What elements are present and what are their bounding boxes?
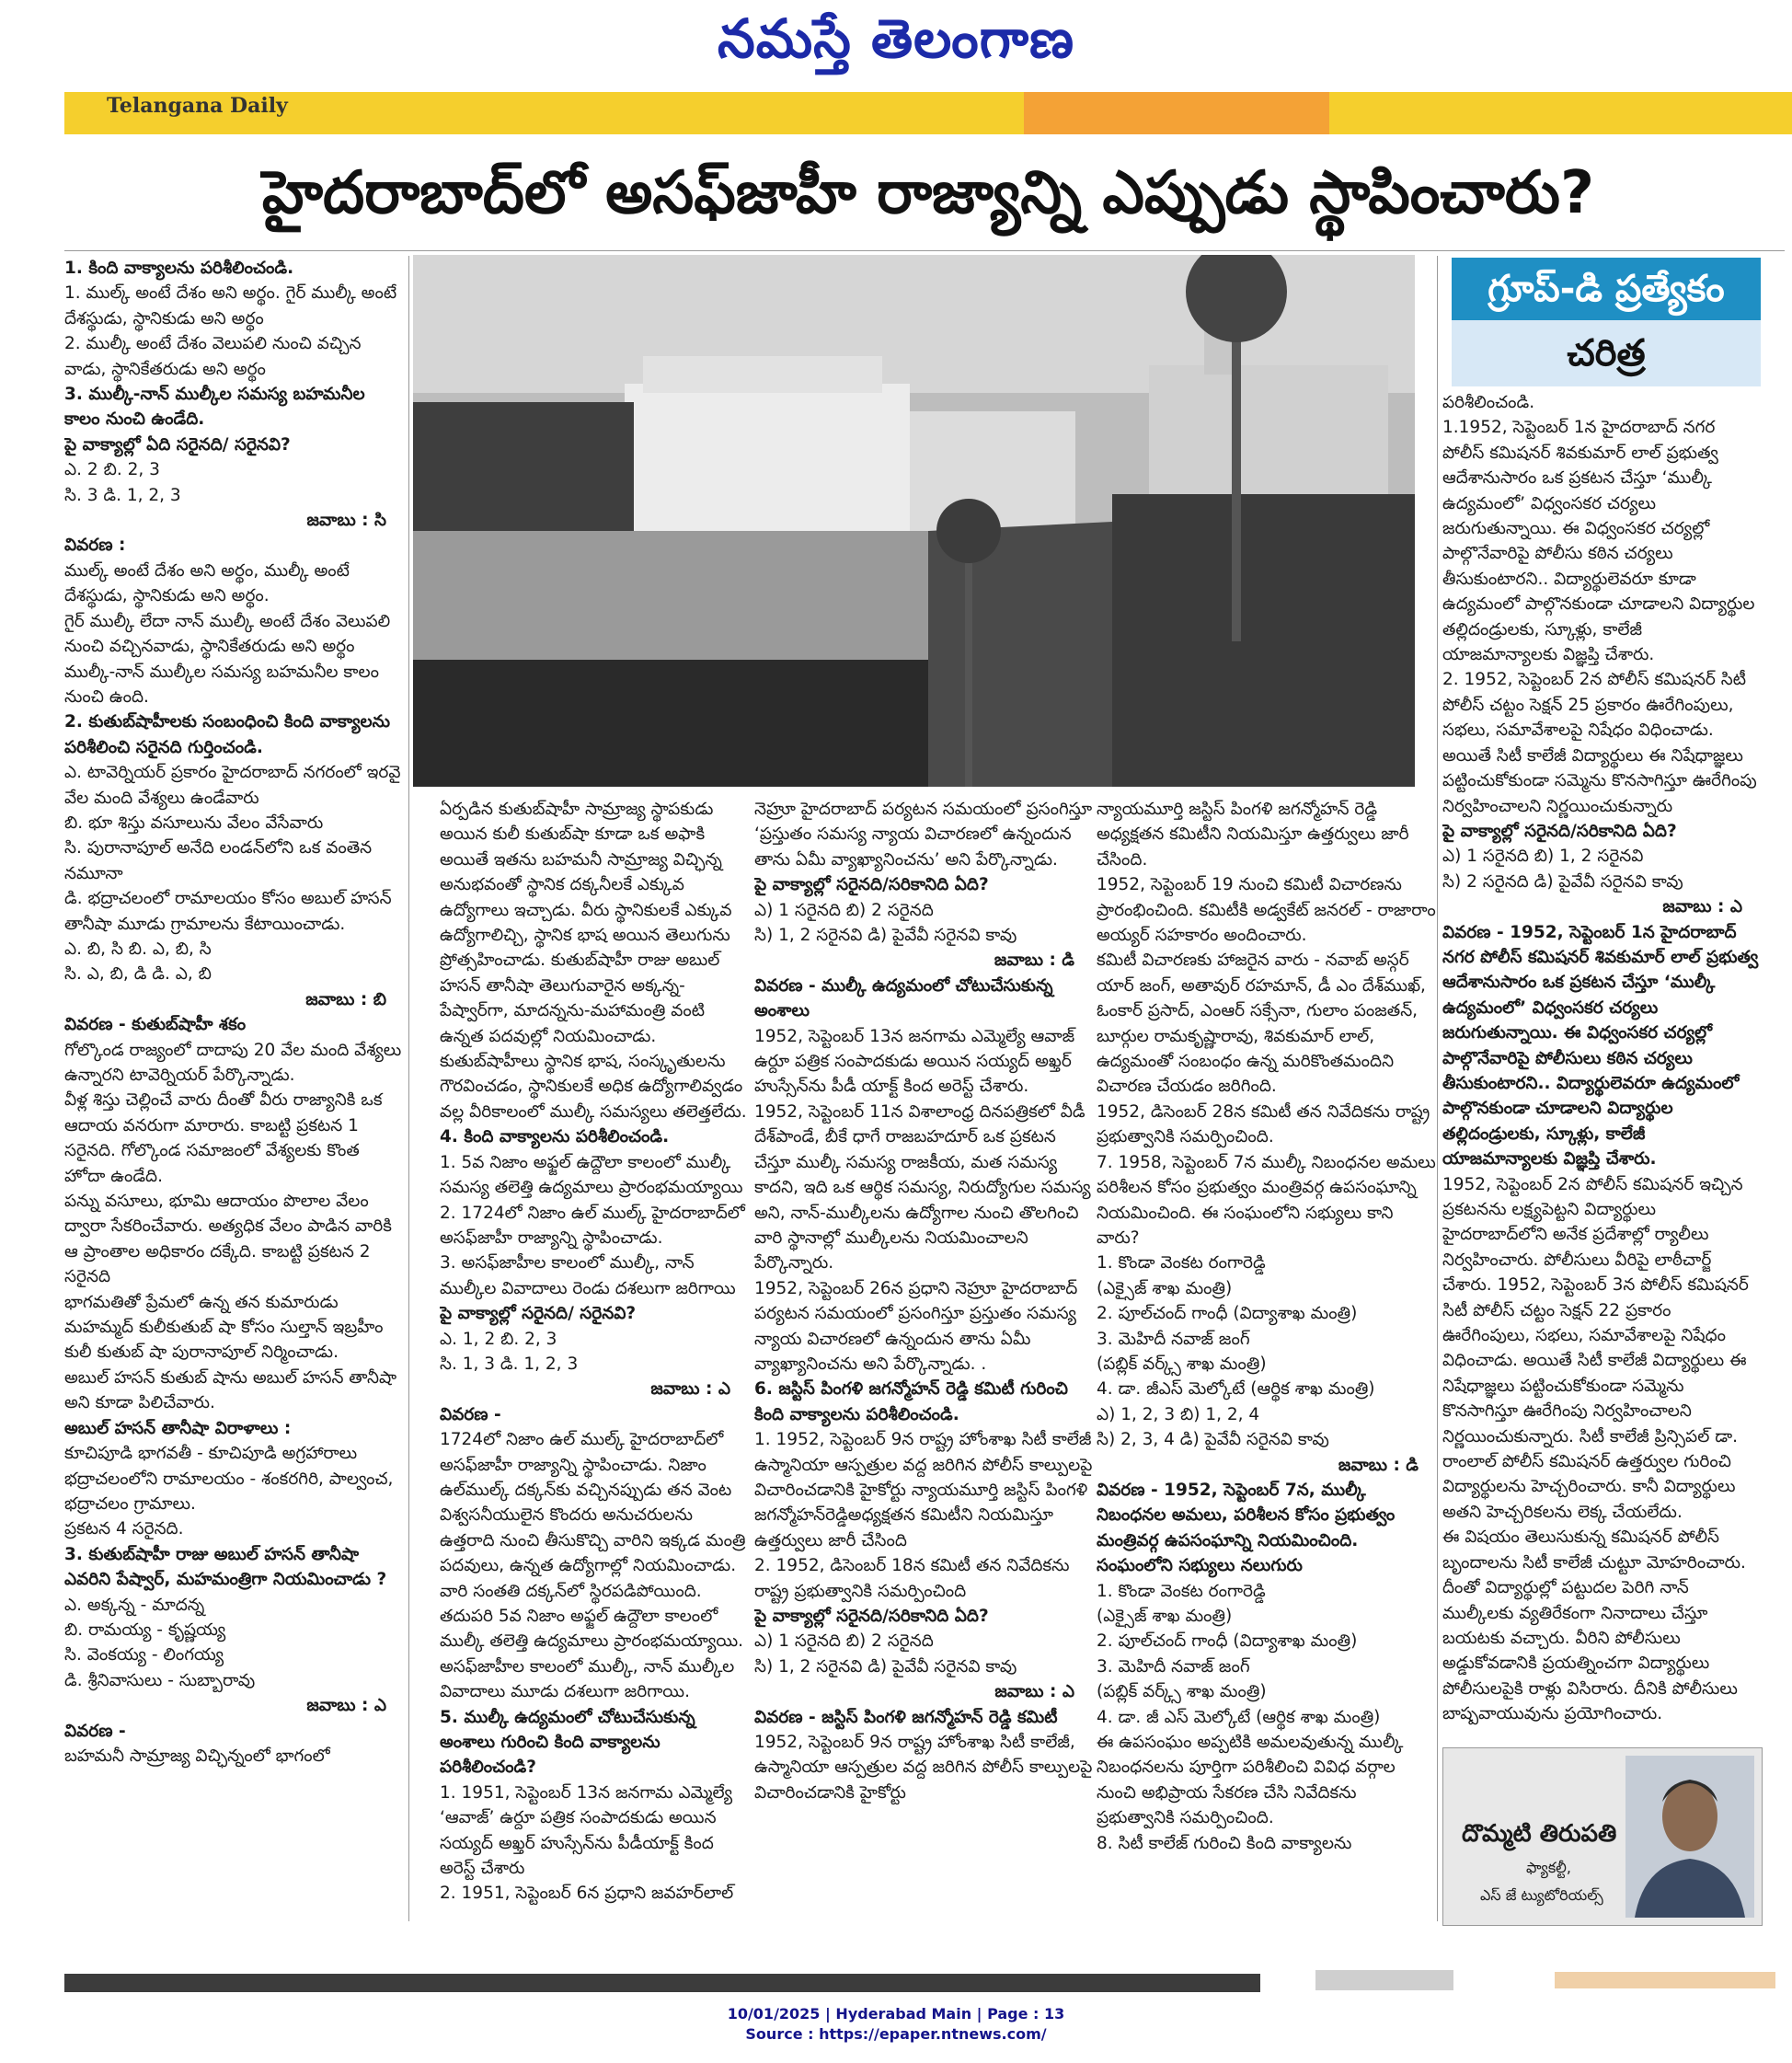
article-paragraph: 3. మెహిదీ నవాజ్ జంగ్ [1097,1329,1250,1349]
article-paragraph: ఎ) 1 సరైనది బి) 2 సరైనది [754,900,934,920]
article-paragraph: వివరణ - [440,1404,501,1424]
article-paragraph: 4. డా. జీఎస్ మెల్కోటే (ఆర్థిక శాఖ మంత్రి) [1097,1379,1375,1400]
article-paragraph: వివరణ - [64,1721,126,1741]
article-paragraph: 1. 1952, సెప్టెంబర్ 9న రాష్ట్ర హోంశాఖ సిటీ కాలేజీ ఉస్మానియా ఆస్పత్రుల వద్ద జరిగిన పోలీస్ కాల్పులపై విచారించడానికి హైకోర్టు న్యాయమూర్తి జస్టిస్ పింగళి జగన్మోహన్‌రెడ్డిఅధ్యక్షతన కమిటీని నియమిస్తూ ఉత్తర్వులు జారీ చేసింది [754,1430,1093,1550]
badge-group-d: గ్రూప్-డి ప్రత్యేకం [1452,258,1761,320]
article-paragraph: 2. ముల్కీ అంటే దేశం వెలుపలి నుంచి వచ్చిన వాడు, స్థానికేతరుడు అని అర్థం [64,334,362,379]
article-paragraph: 1. కొండా వెంకట రంగారెడ్డి [1097,1253,1266,1274]
article-paragraph: 1952, సెప్టెంబర్ 11న విశాలాంధ్ర దినపత్రికలో వీడీ దేశ్‌పాండే, బీకే ధాగే రాజబహదూర్ ఒక ప్రకటన చేస్తూ ముల్కీ సమస్య రాజకీయ, మత సమస్య కాదని, ఇది ఒక ఆర్థిక సమస్య, నిరుద్యోగుల సమస్య అని, నాన్-ముల్కీలను ఉద్యోగాల నుంచి తొలగించి వారి స్థానాల్లో ముల్కీలను నియమించాలని పేర్కొన్నారు. [754,1101,1091,1274]
article-paragraph: పై వాక్యాల్లో సరైనది/సరికానిది ఏది? [754,875,989,895]
bottom-strip-illustration [64,1965,1785,1992]
headline-rule [64,250,1785,251]
article-paragraph: 1. 1951, సెప్టెంబర్ 13న జనగామ ఎమ్మెల్యే ‘ఆవాజ్’ ఉర్దూ పత్రిక సంపాదకుడు అయిన సయ్యద్ అఖ్తర్ హుస్సేన్‌ను పీడీయాక్ట్ కింద అరెస్ట్ చేశారు [440,1782,733,1879]
article-paragraph: ఎ. 2 బి. 2, 3 [64,460,160,480]
article-paragraph: ఈ ఉపసంఘం అప్పటికి అమలవుతున్న ముల్కీ నిబంధనలను పూర్తిగా పరిశీలించి వివిధ వర్గాల నుంచి అభిప్రాయ సేకరణ చేసి నివేదికను ప్రభుత్వానికి సమర్పించింది. [1097,1733,1404,1828]
article-paragraph: (ఎక్సైజ్ శాఖ మంత్రి) [1097,1278,1233,1298]
section-badge [1452,258,1761,386]
article-paragraph: 6. జస్టిస్ పింగళి జగన్మోహన్ రెడ్డి కమిటీ గురించి కింది వాక్యాలను పరిశీలించండి. [754,1379,1068,1424]
article-paragraph: జవాబు : సి [306,511,386,531]
article-paragraph: ఎ. అక్కన్న - మాదన్న [64,1595,205,1615]
article-paragraph: జవాబు : డి [994,951,1074,971]
article-paragraph: జవాబు : బి [305,989,386,1009]
article-paragraph: వివరణ - జస్టిస్ పింగళి జగన్మోహన్ రెడ్డి కమిటీ [754,1707,1058,1727]
top-ad-strip [64,92,1792,134]
footer-source: Source : https://epaper.ntnews.com/ [745,2025,1047,2043]
article-paragraph: వీళ్ల శిస్తు చెల్లించే వారు దీంతో వీరు రాజ్యానికి ఒక ఆదాయ వనరుగా మారారు. కాబట్టి ప్రకటన 1 సరైనది. గోల్కొండ సమాజంలో వేశ్యలకు కొంత హోదా ఉండేది. [64,1090,383,1186]
article-paragraph: 1. కొండా వెంకట రంగారెడ్డి [1097,1581,1266,1601]
newspaper-logo: నమస్తే తెలంగాణ [718,7,1074,70]
column-3 [754,797,1093,1921]
column-1 [64,256,405,1921]
article-paragraph: 8. సిటీ కాలేజ్ గురించి కింది వాక్యాలను [1097,1833,1352,1853]
article-paragraph: ఎ. టావెర్నియర్ ప్రకారం హైదరాబాద్ నగరంలో ఇరవై వేల మంది వేశ్యలు ఉండేవారు [64,763,401,808]
strip-orange-block [1024,92,1329,134]
article-paragraph: ముల్క్ అంటే దేశం అని అర్థం, ముల్కీ అంటే దేశస్థుడు, స్థానికుడు అని అర్థం. [64,560,350,606]
article-paragraph: పై వాక్యాల్లో ఏది సరైనది/ సరైనవి? [64,434,291,455]
author-portrait-illustration [1625,1756,1754,1918]
page-footer [0,2004,1792,2045]
article-paragraph: 1952, సెప్టెంబర్ 2న పోలీస్ కమిషనర్ ఇచ్చిన ప్రకటనను లక్ష్యపెట్టని విద్యార్థులు హైదరాబాద్‌లోని అనేక ప్రదేశాల్లో ర్యాలీలు నిర్వహించారు. పోలీసులు వీరిపై లాఠీచార్జ్ చేశారు. 1952, సెప్టెంబర్ 3న పోలీస్ కమిషనర్ సిటీ పోలీస్ చట్టం సెక్షన్ 22 ప్రకారం ఊరేగింపులు, సభలు, సమావేశాలపై నిషేధం విధించాడు. అయితే సిటీ కాలేజీ విద్యార్థులు ఈ నిషేధాజ్ఞలు పట్టించుకోకుండా సమ్మెను కొనసాగిస్తూ ఊరేగింపు నిర్వహించాలని నిర్ణయించుకున్నారు. సిటీ కాలేజీ ప్రిన్సిపల్ డా. రాంలాల్ పోలీస్ కమిషనర్ ఉత్తర్వుల గురించి విద్యార్థులను హెచ్చరించారు. కానీ విద్యార్థులు అతని హెచ్చరికలను లెక్క చేయలేదు. [1442,1174,1749,1522]
article-paragraph: సి. ఎ, బి, డి డి. ఎ, బి [64,964,212,985]
article-paragraph: 2. 1952, డిసెంబర్ 18న కమిటీ తన నివేదికను రాష్ట్ర ప్రభుత్వానికి సమర్పించింది [754,1556,1070,1601]
strip-text: Telangana Daily [107,94,288,118]
article-paragraph: బి. భూ శిస్తు వసూలును వేలం వేసేవారు [64,813,324,833]
column-4 [1097,797,1437,1921]
article-paragraph: జవాబు : ఎ [306,1696,386,1716]
article-paragraph: 1. ముల్క్ అంటే దేశం అని అర్థం. గైర్ ముల్కీ అంటే దేశస్థుడు, స్థానికుడు అని అర్థం [64,283,397,328]
article-paragraph: ఎ) 1, 2, 3 బి) 1, 2, 4 [1097,1404,1260,1424]
article-paragraph: వివరణ : [64,536,126,556]
masthead [0,0,1792,92]
article-paragraph: 1. కింది వాక్యాలను పరిశీలించండి. [64,259,294,278]
article-paragraph: వివరణ - కుతుబ్‌షాహీ శకం [64,1015,247,1035]
article-paragraph: 1.1952, సెప్టెంబర్ 1న హైదరాబాద్ నగర పోలీస్ కమిషనర్ శివకుమార్ లాల్ ప్రభుత్వ ఆదేశానుసారం ఒక ప్రకటన చేస్తూ ‘ముల్కీ ఉద్యమంలో’ విధ్వంసకర చర్యలు జరుగుతున్నాయి. ఈ విధ్వంసకర చర్యల్లో పాల్గొనేవారిపై పోలీసు కఠిన చర్యలు తీసుకుంటారని.. విద్యార్థులెవరూ కూడా ఉద్యమంలో పాల్గొనకుండా చూడాలని విద్యార్థుల తల్లిదండ్రులకు, స్కూళ్లు, కాలేజీ యాజమాన్యాలకు విజ్ఞప్తి చేశారు. [1442,418,1755,665]
article-paragraph: 4. డా. జీ ఎస్ మెల్కోటే (ఆర్థిక శాఖ మంత్రి) [1097,1707,1381,1727]
article-paragraph: భద్రాచలంలోని రామాలయం - శంకరగిరి, పాల్వంచ, భద్రాచలం గ్రామాలు. [64,1469,394,1514]
author-box [1442,1747,1763,1926]
author-photo [1625,1756,1754,1918]
article-paragraph: డి. శ్రీనివాసులు - సుబ్బారావు [64,1670,256,1690]
article-paragraph: సి) 2, 3, 4 డి) పైవేవీ సరైనవి కావు [1097,1430,1329,1450]
article-paragraph: కూచిపూడి భాగవతీ - కూచిపూడి అగ్రహారాలు [64,1444,358,1464]
article-paragraph: ఎ) 1 సరైనది బి) 2 సరైనది [754,1631,934,1652]
column-2 [440,797,749,1921]
article-photo [413,255,1415,787]
palace-photo-illustration [413,255,1415,787]
article-paragraph: ఈ విషయం తెలుసుకున్న కమిషనర్ పోలీస్ బృందాలను సిటీ కాలేజీ చుట్టూ మోహరించారు. దీంతో విద్యార్థుల్లో పట్టుదల పెరిగి నాన్ ముల్కీలకు వ్యతిరేకంగా నినాదాలు చేస్తూ బయటకు వచ్చారు. వీరిని పోలీసులు అడ్డుకోవడానికి ప్రయత్నించగా విద్యార్థులు పోలీసులపైకి రాళ్లు విసిరారు. దీనికి పోలీసులు బాష్పవాయువును ప్రయోగించారు. [1442,1527,1746,1724]
article-paragraph: 3. కుతుబ్‌షాహీ రాజు అబుల్ హసన్ తానీషా ఎవరిని పేష్వార్, మహమంత్రిగా నియమించాడు ? [64,1544,387,1590]
article-paragraph: 7. 1958, సెప్టెంబర్ 7న ముల్కీ నిబంధనల అమలు పరిశీలన కోసం ప్రభుత్వం మంత్రివర్గ ఉపసంఘాన్ని నియమించింది. ఈ సంఘంలోని సభ్యులు కాని వారు? [1097,1152,1436,1248]
article-paragraph: ఏర్పడిన కుతుబ్‌షాహీ సామ్రాజ్య స్థాపకుడు అయిన కులీ కుతుబ్‌షా కూడా ఒక అఫాకి అయితే ఇతను బహమనీ సామ్రాజ్య విచ్ఛిన్న అనుభవంతో స్థానిక దక్కనీలకే ఎక్కువ ఉద్యోగాలు ఇచ్చాడు. వీరు స్థానికులకే ఎక్కువ ఉద్యోగాలిచ్చి, స్థానిక భాష అయిన తెలుగును ప్రోత్సహించాడు. కుతుబ్‌షాహీ రాజు అబుల్ హసన్ తానీషా తెలుగువారైన అక్కన్న-పేష్వార్‌గా, మాదన్నను-మహామంత్రి వంటి ఉన్నత పదవుల్లో నియమించాడు. కుతుబ్‌షాహీలు స్థానిక భాష, సంస్కృతులను గౌరవించడం, స్థానికులకే అధిక ఉద్యోగాలివ్వడం వల్ల వీరికాలంలో ముల్కీ సమస్యలు తలెత్తలేదు. [440,800,747,1122]
article-paragraph: జవాబు : ఎ [994,1682,1074,1702]
article-paragraph: సి) 1, 2 సరైనవి డి) పైవేవీ సరైనవి కావు [754,1656,1017,1677]
article-paragraph: పై వాక్యాల్లో సరైనది/ సరైనవి? [440,1304,637,1324]
article-paragraph: జవాబు : ఎ [650,1379,730,1400]
article-paragraph: కమిటీ విచారణకు హాజరైన వారు - నవాబ్ అస్గర్ యార్ జంగ్, అతావుర్ రహమాన్, డీ ఎం దేశ్‌ముఖ్, ఓంకార్ ప్రసాద్, ఎంఆర్ సక్సేనా, గులాం పంజతన్, బూర్గుల రామకృష్ణారావు, శివకుమార్ లాల్, ఉద్యమంతో సంబంధం ఉన్న మరికొంతమందిని విచారణ చేయడం జరిగింది. [1097,951,1426,1097]
article-paragraph: ఎ) 1 సరైనది బి) 1, 2 సరైనవి [1442,847,1644,867]
article-paragraph: (పబ్లిక్ వర్క్స్ శాఖ మంత్రి) [1097,1354,1267,1374]
article-paragraph: (పబ్లిక్ వర్క్స్ శాఖ మంత్రి) [1097,1682,1267,1702]
article-paragraph: 2. 1952, సెప్టెంబర్ 2న పోలీస్ కమిషనర్ సిటీ పోలీస్ చట్టం సెక్షన్ 25 ప్రకారం ఊరేగింపులు, సభలు, సమావేశాలపై నిషేధం విధించాడు. అయితే సిటీ కాలేజీ విద్యార్థులు ఈ నిషేధాజ్ఞలు పట్టించుకోకుండా సమ్మెను కొనసాగిస్తూ ఊరేగింపు నిర్వహించాలని నిర్ణయించుకున్నారు [1442,670,1757,816]
article-paragraph: పరిశీలించండి. [1442,393,1535,412]
article-paragraph: న్యాయమూర్తి జస్టిస్ పింగళి జగన్మోహన్ రెడ్డి అధ్యక్షతన కమిటీని నియమిస్తూ ఉత్తర్వులు జారీ చేసింది. [1097,800,1409,870]
author-organization: ఎస్ జే ట్యుటోరియల్స్ [1480,1886,1603,1904]
footer-edition-info: 10/01/2025 | Hyderabad Main | Page : 13 [727,2005,1065,2023]
article-paragraph: సి. వెంకయ్య - లింగయ్య [64,1645,224,1665]
article-paragraph: 3. ముల్కీ-నాన్ ముల్కీల సమస్య బహమనీల కాలం నుంచి ఉండేది. [64,385,365,430]
column-divider [408,256,409,1921]
article-paragraph: వివరణ - 1952, సెప్టెంబర్ 1న హైదరాబాద్ నగర పోలీస్ కమిషనర్ శివకుమార్ లాల్ ప్రభుత్వ ఆదేశానుసారం ఒక ప్రకటన చేస్తూ ‘ముల్కీ ఉద్యమంలో’ విధ్వంసకర చర్యలు జరుగుతున్నాయి. ఈ విధ్వంసకర చర్యల్లో పాల్గొనేవారిపై పోలీసులు కఠిన చర్యలు తీసుకుంటారని.. విద్యార్థులెవరూ ఉద్యమంలో పాల్గొనకుండా చూడాలని విద్యార్థుల తల్లిదండ్రులకు, స్కూళ్లు, కాలేజీ యాజమాన్యాలకు విజ్ఞప్తి చేశారు. [1442,922,1759,1170]
article-paragraph: గైర్ ముల్కీ లేదా నాన్ ముల్కీ అంటే దేశం వెలుపలి నుంచి వచ్చినవాడు, స్థానికేతరుడు అని అర్థం [64,611,391,657]
article-paragraph: గోల్కొండ రాజ్యంలో దాదాపు 20 వేల మంది వేశ్యలు ఉన్నారని టావెర్నియర్ పేర్కొన్నాడు. [64,1040,402,1085]
article-paragraph: 1952, సెప్టెంబర్ 26న ప్రధాని నెహ్రూ హైదరాబాద్ పర్యటన సమయంలో ప్రసంగిస్తూ ప్రస్తుతం సమస్య న్యాయ విచారణలో ఉన్నందున తాను ఏమీ వ్యాఖ్యానించను అని పేర్కొన్నాడు. . [754,1278,1078,1374]
article-paragraph: 2. కుతుబ్‌షాహీలకు సంబంధించి కింది వాక్యాలను పరిశీలించి సరైనది గుర్తించండి. [64,712,391,757]
author-role: ఫ్యాకల్టీ, [1526,1859,1571,1876]
article-paragraph: (ఎక్సైజ్ శాఖ మంత్రి) [1097,1607,1233,1626]
column-divider [1437,256,1438,1921]
article-paragraph: సి) 1, 2 సరైనవి డి) పైవేవీ సరైనవి కావు [754,926,1017,946]
article-paragraph: 1952, సెప్టెంబర్ 13న జనగామ ఎమ్మెల్యే ఆవాజ్ ఉర్దూ పత్రిక సంపాదకుడు అయిన సయ్యద్ అఖ్తర్ హుస్సేన్‌ను పీడీ యాక్ట్ కింద అరెస్ట్ చేశారు. [754,1026,1075,1097]
article-paragraph: సి) 2 సరైనది డి) పైవేవీ సరైనవి కావు [1442,871,1683,892]
article-paragraph: 5. ముల్కీ ఉద్యమంలో చోటుచేసుకున్న అంశాలు గురించి కింది వాక్యాలను పరిశీలించండి? [440,1707,695,1778]
article-paragraph: పై వాక్యాల్లో సరైనది/సరికానిది ఏది? [754,1607,989,1626]
article-paragraph: ముల్కీ-నాన్ ముల్కీల సమస్య బహమనీల కాలం నుంచి ఉంది. [64,662,379,707]
article-paragraph: 1952, డిసెంబర్ 28న కమిటీ తన నివేదికను రాష్ట్ర ప్రభుత్వానికి సమర్పించింది. [1097,1101,1430,1147]
article-paragraph: సి. పురానాపూల్ అనేది లండన్‌లోని ఒక వంతెన నమూనా [64,838,373,883]
column-5 [1442,390,1761,1741]
article-paragraph: 1952, సెప్టెంబర్ 19 నుంచి కమిటీ విచారణను ప్రారంభించింది. కమిటీకి అడ్వకేట్ జనరల్ - రాజారాం అయ్యర్ సహకారం అందించారు. [1097,875,1436,946]
article-paragraph: బహమనీ సామ్రాజ్య విచ్ఛిన్నంలో భాగంలో [64,1746,330,1766]
article-paragraph: 1. 5వ నిజాం అఫ్జల్ ఉద్దౌలా కాలంలో ముల్కీ సమస్య తలెత్తి ఉద్యమాలు ప్రారంభమయ్యాయి [440,1152,743,1198]
article-paragraph: అసఫ్‌జాహీల కాలంలో ముల్కీ, నాన్ ముల్కీల వివాదాలు మూడు దశలుగా జరిగాయి. [440,1656,735,1702]
article-paragraph: భాగమతితో ప్రేమలో ఉన్న తన కుమారుడు మహమ్మద్ కులీకుతుబ్ షా కోసం సుల్తాన్ ఇబ్రహీం కులీ కుతుబ్ షా పురానాపూల్ నిర్మించాడు. [64,1292,384,1363]
article-paragraph: 4. కింది వాక్యాలను పరిశీలించండి. [440,1127,670,1147]
article-paragraph: 2. 1951, సెప్టెంబర్ 6న ప్రధాని జవహర్‌లాల్ [440,1884,734,1904]
badge-subject: చరిత్ర [1452,320,1761,386]
article-paragraph: సి. 1, 3 డి. 1, 2, 3 [440,1354,579,1374]
article-paragraph: అబుల్ హసన్ తానీషా విరాళాలు : [64,1418,292,1438]
article-paragraph: 2. 1724లో నిజాం ఉల్ ముల్క్ హైదరాబాద్‌లో అసఫ్‌జాహీ రాజ్యాన్ని స్థాపించాడు. [440,1203,745,1248]
headline: హైదరాబాద్‌లో అసఫ్‌జాహీ రాజ్యాన్ని ఎప్పుడు స్థాపించారు? [261,159,1595,227]
article-paragraph: 3. మెహిదీ నవాజ్ జంగ్ [1097,1656,1250,1677]
bottom-ad-strip [64,1965,1785,1992]
article-paragraph: డి. భద్రాచలంలో రామాలయం కోసం అబుల్ హసన్ తానీషా మూడు గ్రామాలను కేటాయించాడు. [64,889,392,934]
article-paragraph: 1952, సెప్టెంబర్ 9న రాష్ట్ర హోంశాఖ సిటీ కాలేజీ, ఉస్మానియా ఆస్పత్రుల వద్ద జరిగిన పోలీస్ కాల్పులపై విచారించడానికి హైకోర్టు [754,1733,1093,1803]
article-paragraph: పన్ను వసూలు, భూమి ఆదాయం పొలాల వేలం ద్వారా సేకరించేవారు. అత్యధిక వేలం పాడిన వారికి ఆ ప్రాంతాల అధికారం దక్కేది. కాబట్టి ప్రకటన 2 సరైనది [64,1192,392,1287]
article-paragraph: నెహ్రూ హైదరాబాద్ పర్యటన సమయంలో ప్రసంగిస్తూ ‘ప్రస్తుతం సమస్య న్యాయ విచారణలో ఉన్నందున తాను ఏమీ వ్యాఖ్యానించను’ అని పేర్కొన్నాడు. [754,800,1093,870]
article-paragraph: ఎ. 1, 2 బి. 2, 3 [440,1329,557,1349]
article-paragraph: బి. రామయ్య - కృష్ణయ్య [64,1619,226,1640]
author-name: దొమ్మటి తిరుపతి [1462,1820,1617,1848]
article-paragraph: 2. పూల్‌చంద్ గాంధీ (విద్యాశాఖ మంత్రి) [1097,1304,1358,1324]
article-paragraph: 3. అసఫ్‌జాహీల కాలంలో ముల్కీ, నాన్ ముల్కీల వివాదాలు రెండు దశలుగా జరిగాయి [440,1253,736,1298]
article-paragraph: ప్రకటన 4 సరైనది. [64,1519,184,1539]
article-paragraph: సి. 3 డి. 1, 2, 3 [64,485,181,505]
article-paragraph: ఎ. బి, సి బి. ఎ, బి, సి [64,939,212,959]
article-paragraph: పై వాక్యాల్లో సరైనది/సరికానిది ఏది? [1442,821,1677,841]
article-paragraph: 1724లో నిజాం ఉల్ ముల్క్ హైదరాబాద్‌లో అసఫ్‌జాహీ రాజ్యాన్ని స్థాపించాడు. నిజాం ఉల్‌ముల్క్ దక్కన్‌కు వచ్చినప్పుడు తన వెంట విశ్వసనీయులైన కొందరు అనుచరులను ఉత్తరాది నుంచి తీసుకొచ్చి వారిని ఇక్కడ మంత్రి పదవులు, ఉన్నత ఉద్యోగాల్లో నియమించాడు. [440,1430,746,1576]
article-paragraph: జవాబు : ఎ [1662,897,1742,917]
article-paragraph: వివరణ - ముల్కీ ఉద్యమంలో చోటుచేసుకున్న అంశాలు [754,975,1053,1021]
article-paragraph: వారి సంతతి దక్కన్‌లో స్థిరపడిపోయింది. తదుపరి 5వ నిజాం అఫ్జల్ ఉద్దౌలా కాలంలో ముల్కీ తలెత్తి ఉద్యమాలు ప్రారంభమయ్యాయి. [440,1581,744,1652]
article-paragraph: 2. పూల్‌చంద్ గాంధీ (విద్యాశాఖ మంత్రి) [1097,1631,1358,1652]
article-paragraph: వివరణ - 1952, సెప్టెంబర్ 7న, ముల్కీ నిబంధనల అమలు, పరిశీలన కోసం ప్రభుత్వం మంత్రివర్గ ఉపసంఘాన్ని నియమించింది. సంఘంలోని సభ్యులు నలుగురు [1097,1480,1396,1576]
article-paragraph: అబుల్ హసన్ కుతుబ్ షాను అబుల్ హసన్ తానీషా అని కూడా పిలిచేవారు. [64,1367,397,1413]
article-paragraph: జవాబు : డి [1338,1455,1419,1475]
